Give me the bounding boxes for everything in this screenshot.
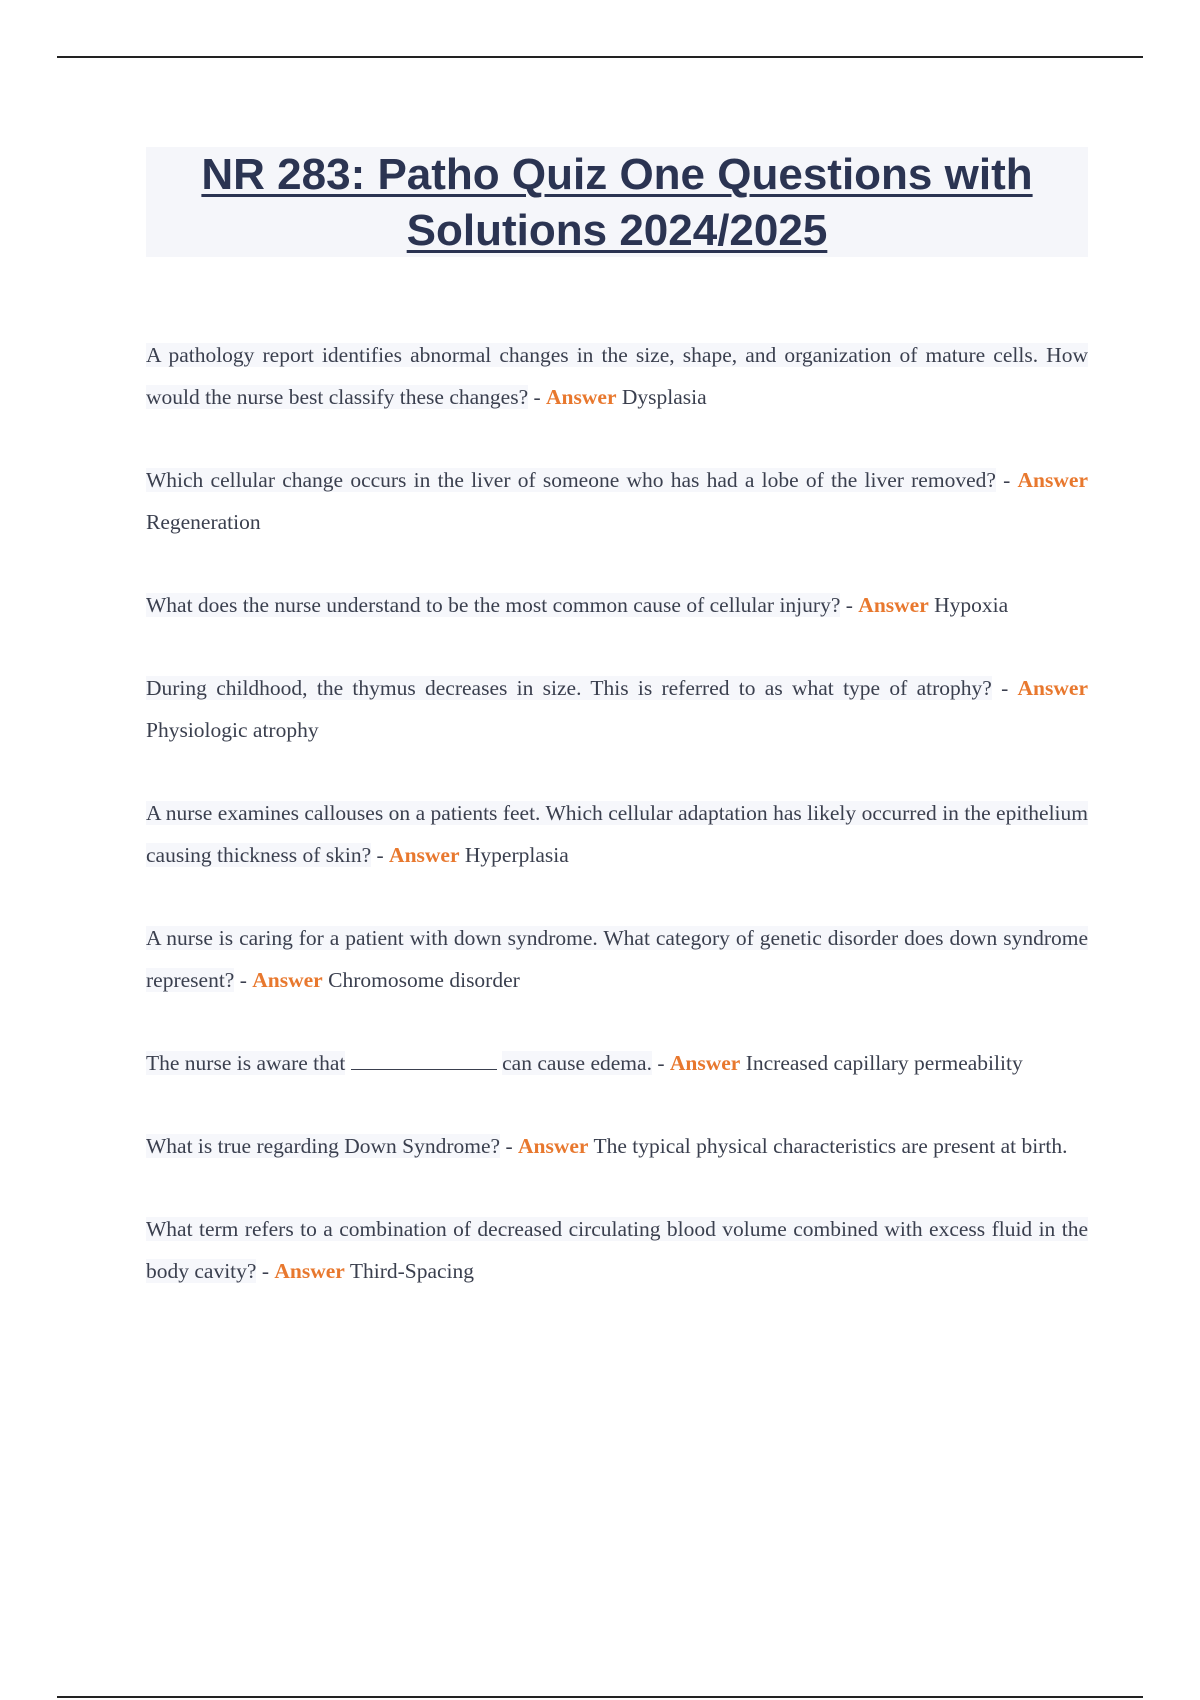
qa-item-3 xyxy=(146,584,1088,626)
separator: - xyxy=(256,1259,275,1283)
qa-item-7 xyxy=(146,1042,1088,1084)
fill-in-blank xyxy=(351,1051,497,1070)
question-text: What does the nurse understand to be the most common cause of cellular injury? xyxy=(146,593,841,617)
bottom-rule xyxy=(57,1696,1143,1698)
answer-text: Hyperplasia xyxy=(464,843,569,867)
answer-label: Answer xyxy=(1017,676,1088,700)
question-text-before-blank: The nurse is aware that xyxy=(146,1051,346,1075)
answer-label: Answer xyxy=(517,1134,589,1158)
question-text: What is true regarding Down Syndrome? xyxy=(146,1134,501,1158)
separator: - xyxy=(991,676,1018,700)
qa-list xyxy=(146,334,1088,1333)
answer-label: Answer xyxy=(274,1259,345,1283)
question-text: A nurse examines callouses on a patients feet. Which cellular adaptation has likely occurred in the epithelium causing thickness of skin? xyxy=(146,801,1088,867)
qa-item-2 xyxy=(146,459,1088,543)
title-block xyxy=(146,147,1088,257)
qa-item-8 xyxy=(146,1125,1088,1167)
separator: - xyxy=(371,843,390,867)
separator: - xyxy=(995,468,1018,492)
separator: - xyxy=(840,593,859,617)
answer-text: Third-Spacing xyxy=(349,1259,475,1283)
answer-text: Dysplasia xyxy=(621,385,707,409)
question-text: What term refers to a combination of decreased circulating blood volume combined with excess fluid in the body cavity? xyxy=(146,1217,1088,1283)
qa-item-6 xyxy=(146,917,1088,1001)
answer-label: Answer xyxy=(252,968,323,992)
answer-label: Answer xyxy=(546,385,617,409)
question-text: During childhood, the thymus decreases in size. This is referred to as what type of atrophy? xyxy=(146,676,992,700)
document-title: NR 283: Patho Quiz One Questions with Solutions 2024/2025 xyxy=(201,150,1033,255)
question-text: A pathology report identifies abnormal changes in the size, shape, and organization of mature cells. How would the nurse best classify these changes? xyxy=(146,343,1088,409)
answer-text: The typical physical characteristics are present at birth. xyxy=(593,1134,1068,1158)
question-text: Which cellular change occurs in the liver of someone who has had a lobe of the liver removed? xyxy=(146,468,996,492)
answer-label: Answer xyxy=(389,843,460,867)
qa-item-4 xyxy=(146,667,1088,751)
qa-item-5 xyxy=(146,792,1088,876)
separator: - xyxy=(500,1134,518,1158)
answer-text: Physiologic atrophy xyxy=(146,718,319,742)
top-rule xyxy=(57,56,1143,58)
question-text: A nurse is caring for a patient with down syndrome. What category of genetic disorder does down syndrome represent? xyxy=(146,926,1088,992)
qa-item-9 xyxy=(146,1208,1088,1292)
answer-text: Hypoxia xyxy=(934,593,1009,617)
separator: - xyxy=(528,385,547,409)
answer-label: Answer xyxy=(858,593,929,617)
answer-text: Regeneration xyxy=(146,510,261,534)
answer-text: Increased capillary permeability xyxy=(745,1051,1023,1075)
answer-label: Answer xyxy=(669,1051,741,1075)
question-text-after-blank: can cause edema. xyxy=(502,1051,652,1075)
answer-text: Chromosome disorder xyxy=(328,968,520,992)
qa-item-1 xyxy=(146,334,1088,418)
separator: - xyxy=(651,1051,670,1075)
separator: - xyxy=(234,968,253,992)
answer-label: Answer xyxy=(1017,468,1088,492)
